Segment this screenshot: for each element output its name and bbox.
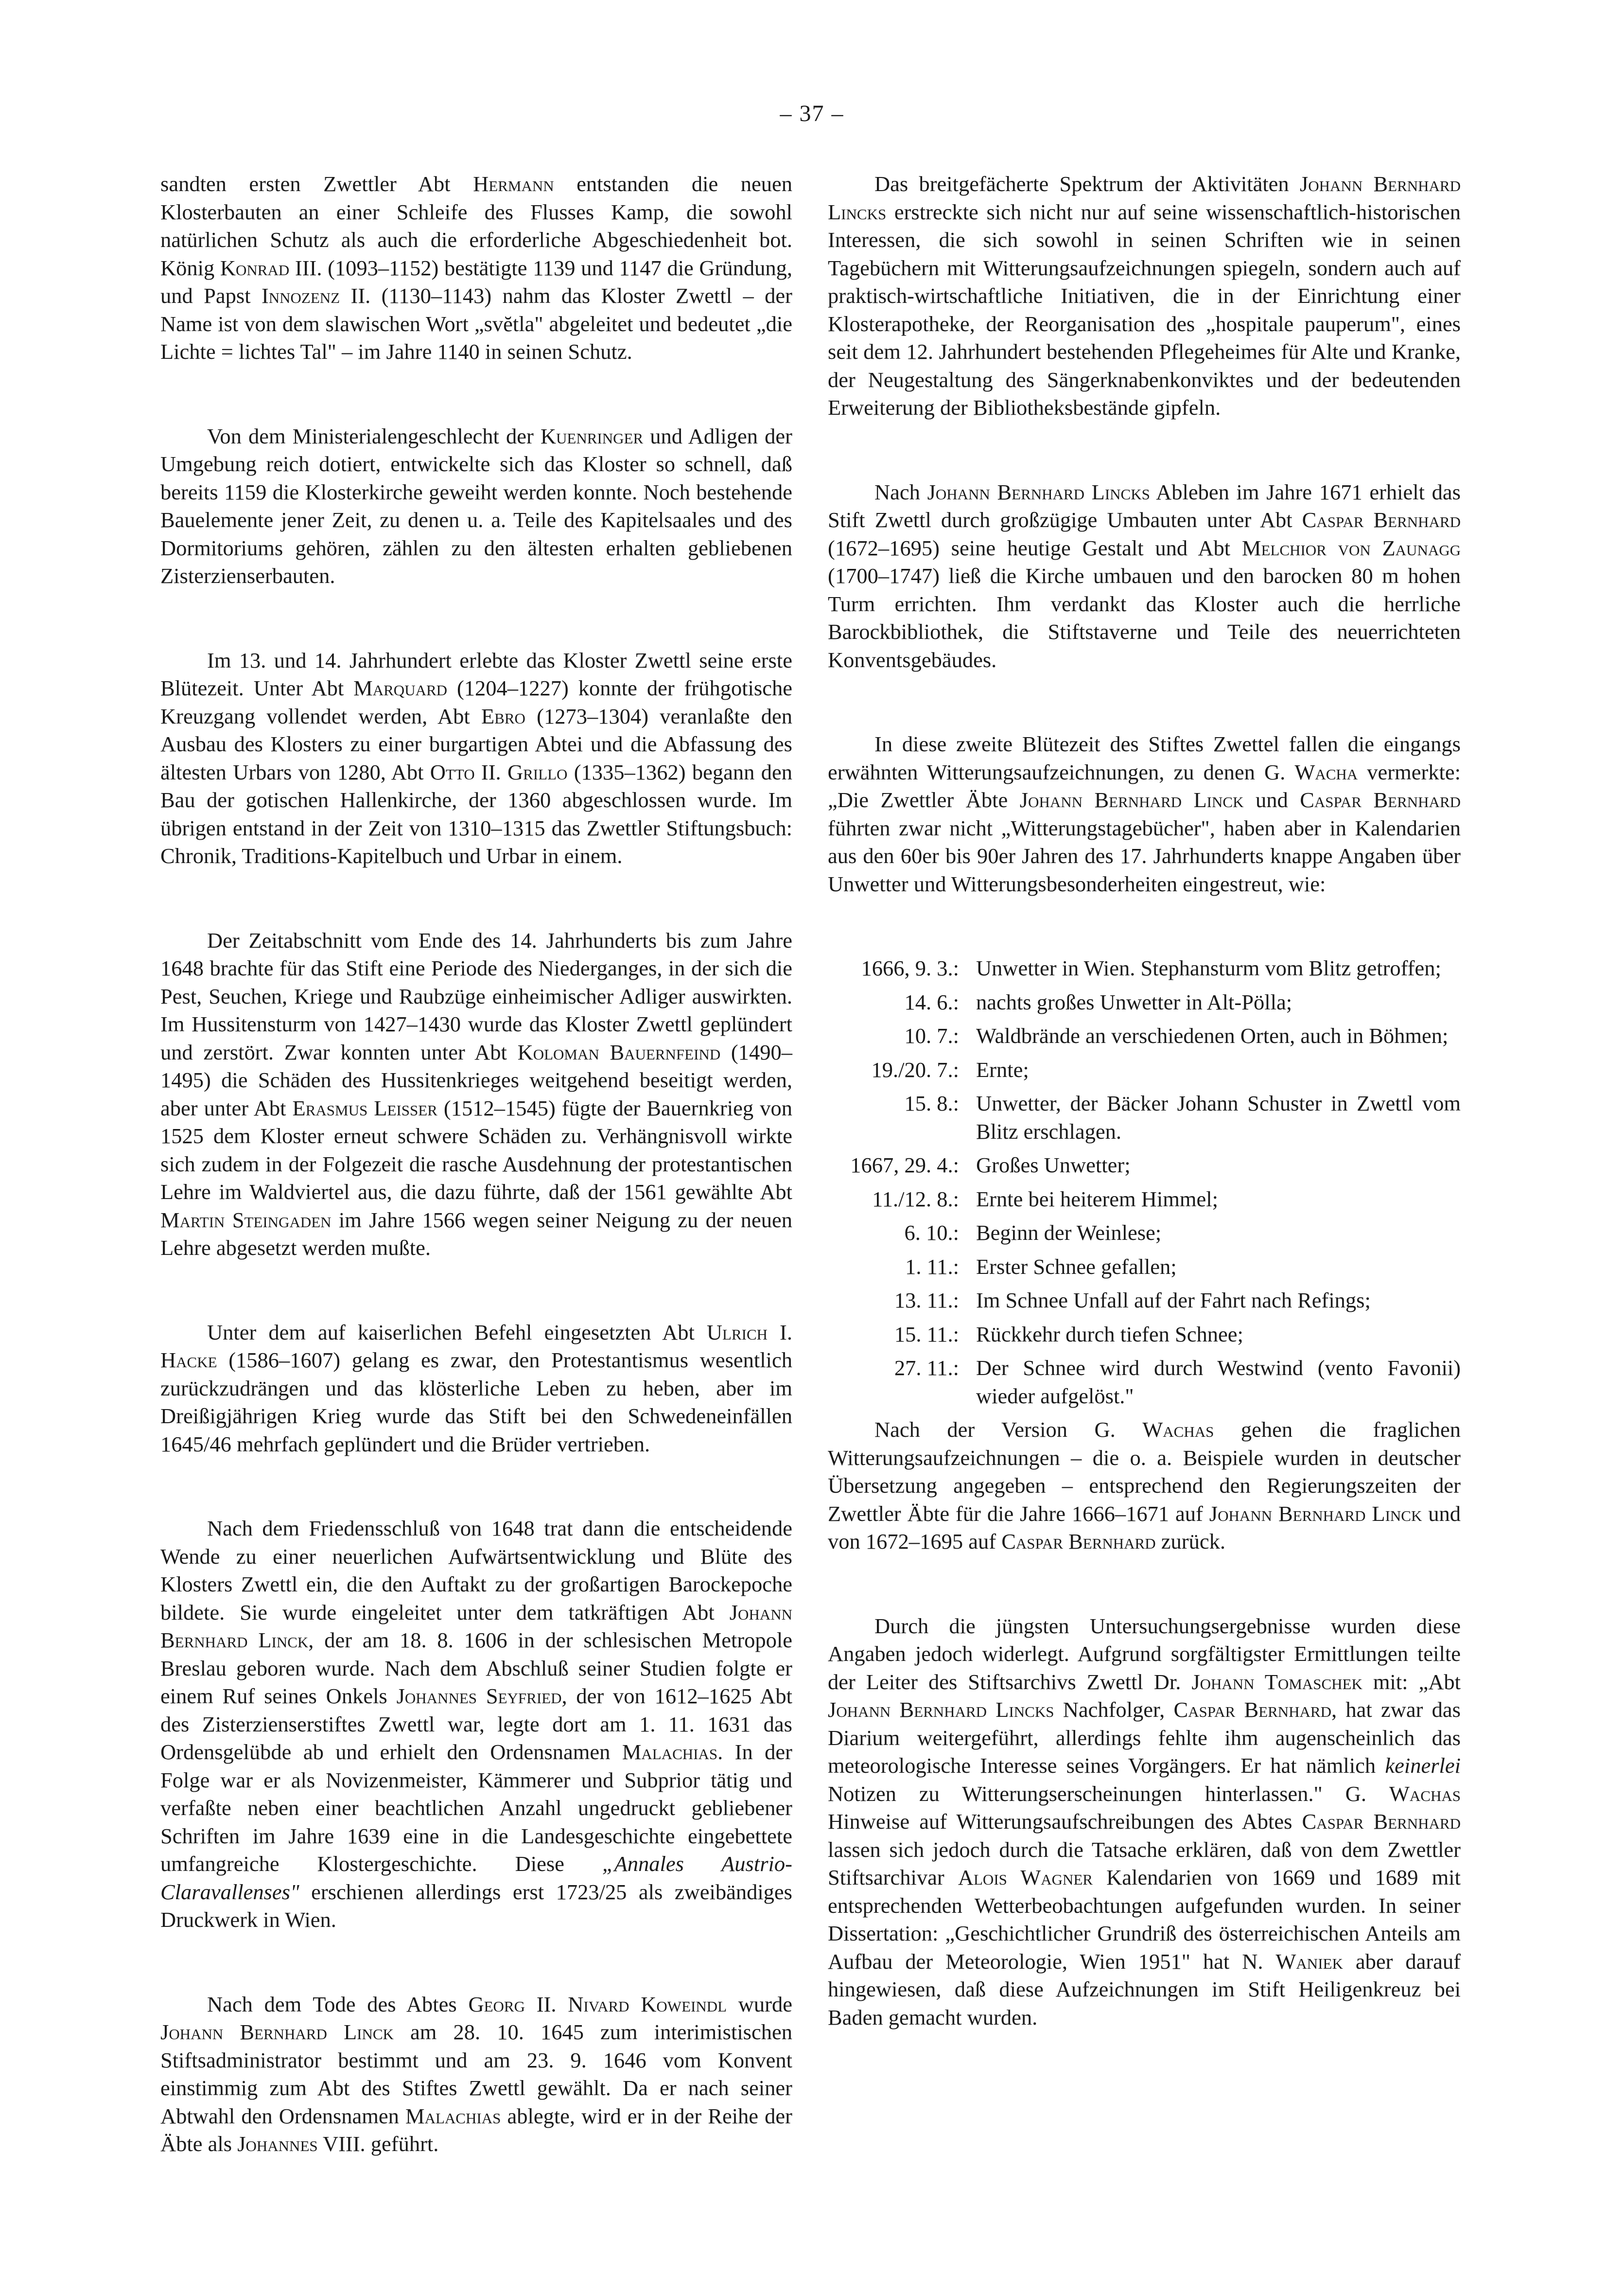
text-run: Unter dem auf kaiserlichen Befehl eingesetzten Abt bbox=[207, 1320, 707, 1344]
text-run: (1130–1143) nahm das Kloster Zwettl – der Name ist von dem slawischen Wort „svĕtla" abgeleitet und bedeutet „die Lichte = lichtes Tal" – im Jahre 1140 in seinen Schutz. bbox=[160, 283, 792, 364]
text-run: , hat zwar das Diarium weitergeführt, allerdings fehlte ihm augenscheinlich das meteorologische Interesse seines Vorgängers. Er hat nämlich bbox=[828, 1697, 1461, 1778]
text-run: (1672–1695) seine heutige Gestalt und Abt bbox=[828, 535, 1242, 560]
text-run: aber darauf hingewiesen, daß diese Aufzeichnungen im Stift Heiligenkreuz bei Baden gemacht wurden. bbox=[828, 1949, 1461, 2029]
person-name: Martin Steingaden bbox=[160, 1207, 332, 1232]
weather-record-text: Unwetter in Wien. Stephansturm vom Blitz getroffen; bbox=[976, 956, 1441, 980]
weather-record-date: 1666, 9. 3.: bbox=[861, 956, 959, 980]
weather-record-text: Großes Unwetter; bbox=[976, 1153, 1131, 1177]
person-name: Konrad III. bbox=[220, 255, 322, 280]
text-run: Durch die jüngsten Untersuchungsergebnisse wurden diese Angaben jedoch widerlegt. Aufgrund sorgfältigster Ermittlungen teilte der Leiter des Stiftsarchivs Zwettl Dr. bbox=[828, 1613, 1461, 1694]
weather-record-row bbox=[828, 1253, 1461, 1281]
text-run: Nach dem Tode des Abtes bbox=[207, 1992, 469, 2016]
weather-record-date: 15. 11.: bbox=[894, 1322, 959, 1346]
emphasis-text: keinerlei bbox=[1385, 1753, 1461, 1778]
text-run: Von dem Ministerialengeschlecht der bbox=[207, 424, 541, 448]
text-run: (1512–1545) fügte der Bauernkrieg von 1525 dem Kloster erneut schwere Schäden zu. Verhängnisvoll wirkte sich zudem in der Folgezeit die rasche Ausdehnung der protestantischen Lehre im Waldviertel aus, die dazu führte, daß der 1561 gewählte Abt bbox=[160, 1095, 792, 1204]
text-run: Nach bbox=[874, 479, 927, 504]
paragraph bbox=[160, 1515, 792, 1934]
text-run: entstanden die neuen Klosterbauten an einer Schleife des Flusses Kamp, die sowohl natürlichen Schutz als auch die erforderliche Abgeschiedenheit bot. König bbox=[160, 172, 792, 280]
person-name: Erasmus Leisser bbox=[292, 1095, 437, 1120]
person-name: Ulrich I. Hacke bbox=[160, 1320, 792, 1372]
weather-record-date: 13. 11.: bbox=[894, 1288, 959, 1312]
text-run: (1093–1152) bestätigte 1139 und 1147 die Gründung, und Papst bbox=[160, 255, 793, 308]
weather-record-text: Ernte; bbox=[976, 1057, 1029, 1082]
text-run: im Jahre 1566 wegen seiner Neigung zu der neuen Lehre abgesetzt werden mußte. bbox=[160, 1207, 792, 1260]
text-run: Im 13. und 14. Jahrhundert erlebte das Kloster Zwettl seine erste Blütezeit. Unter Abt bbox=[160, 648, 792, 700]
person-name: Wachas bbox=[1389, 1781, 1461, 1806]
weather-record-row bbox=[828, 1151, 1461, 1180]
weather-record-text: Beginn der Weinlese; bbox=[976, 1220, 1162, 1245]
person-name: Caspar Bernhard bbox=[1173, 1697, 1331, 1722]
weather-record-date: 1. 11.: bbox=[905, 1254, 959, 1279]
text-run: erschienen allerdings erst 1723/25 als zweibändiges Druckwerk in Wien. bbox=[160, 1879, 792, 1932]
person-name: Otto II. Grillo bbox=[430, 759, 568, 784]
text-run: (1490–1495) die Schäden des Hussitenkrieges weitgehend beseitigt werden, aber unter Abt bbox=[160, 1040, 793, 1120]
person-name: Caspar Bernhard bbox=[1302, 508, 1461, 532]
paragraph bbox=[160, 170, 792, 366]
weather-record-date: 15. 8.: bbox=[904, 1091, 959, 1115]
text-run: lassen sich jedoch durch die Tatsache erklären, daß von dem Zwettler Stiftsarchivar bbox=[828, 1837, 1461, 1889]
person-name: Johann Bernhard Linck bbox=[1209, 1501, 1422, 1526]
person-name: Johann Bernhard Lincks bbox=[927, 479, 1150, 504]
weather-record-date: 10. 7.: bbox=[904, 1023, 959, 1048]
weather-record-row bbox=[828, 1354, 1461, 1410]
text-run: , der von 1612–1625 Abt des Zisterzienserstiftes Zwettl war, legte dort am 1. 11. 1631 das Ordensgelübde ab und erhielt den Ordensnamen bbox=[160, 1684, 792, 1764]
text-run: zurück. bbox=[1155, 1529, 1225, 1553]
weather-record-date: 1667, 29. 4.: bbox=[850, 1153, 959, 1177]
text-run: führten zwar nicht „Witterungstagebücher", haben aber in Kalendarien aus den 60er bis 90er Jahren des 17. Jahrhunderts knappe Angaben über Unwetter und Witterungsbesonderheiten eingestreut, wie: bbox=[828, 815, 1461, 896]
person-name: Johann Bernhard Linck bbox=[160, 1600, 792, 1652]
text-run: und bbox=[1243, 788, 1300, 812]
weather-record-text: Waldbrände an verschiedenen Orten, auch in Böhmen; bbox=[976, 1023, 1449, 1048]
person-name: Johann Bernhard Lincks bbox=[828, 172, 1461, 224]
person-name: Malachias bbox=[405, 2103, 501, 2128]
text-run: mit: „Abt bbox=[1362, 1669, 1461, 1694]
weather-record-text: Ernte bei heiterem Himmel; bbox=[976, 1186, 1218, 1211]
weather-record-text: Erster Schnee gefallen; bbox=[976, 1254, 1177, 1279]
text-run: Kalendarien von 1669 und 1689 mit entsprechenden Wetterbeobachtungen aufgefunden wurden. In seiner Dissertation: „Geschichtlicher Grundriß des österreichischen Anteils am Aufbau der Meteorologie, Wien 1951" hat N. bbox=[828, 1865, 1461, 1974]
person-name: Johann Bernhard Linck bbox=[160, 2020, 394, 2044]
weather-record-text: Im Schnee Unfall auf der Fahrt nach Refings; bbox=[976, 1288, 1371, 1312]
text-run: geführt. bbox=[365, 2132, 439, 2156]
right-column bbox=[828, 170, 1461, 2031]
page-number: – 37 – bbox=[780, 101, 844, 126]
text-run: Nachfolger, bbox=[1054, 1697, 1174, 1722]
weather-record-date: 14. 6.: bbox=[904, 989, 959, 1014]
weather-record-text: Der Schnee wird durch Westwind (vento Favonii) wieder aufgelöst." bbox=[976, 1356, 1461, 1408]
person-name: Waniek bbox=[1275, 1949, 1343, 1974]
weather-record-row bbox=[828, 1056, 1461, 1084]
person-name: Malachias bbox=[622, 1740, 718, 1764]
text-run: Ableben im Jahre 1671 erhielt das Stift Zwettl durch großzügige Umbauten unter Abt bbox=[828, 479, 1461, 532]
text-run: In diese zweite Blütezeit des Stiftes Zwettel fallen die eingangs erwähnten Witterungsaufzeichnungen, zu denen G. bbox=[828, 732, 1461, 784]
person-name: Marquard bbox=[353, 676, 448, 700]
person-name: Georg II. Nivard Koweindl bbox=[468, 1992, 727, 2016]
text-run: (1586–1607) gelang es zwar, den Protestantismus wesentlich zurückzudrängen und das klösterliche Leben zu heben, aber im Dreißigjährigen Krieg wurde das Stift bei den Schwedeneinfällen 1645/46 mehrfach geplündert und die Brüder vertrieben. bbox=[160, 1348, 792, 1456]
person-name: Caspar Bernhard bbox=[1302, 1809, 1461, 1834]
paragraph bbox=[828, 730, 1461, 898]
weather-record-row bbox=[828, 988, 1461, 1017]
person-name: Hermann bbox=[473, 172, 554, 196]
person-name: Johannes VIII. bbox=[237, 2132, 366, 2156]
person-name: Innozenz II. bbox=[261, 283, 371, 308]
person-name: Wacha bbox=[1294, 759, 1358, 784]
text-run: und von 1672–1695 auf bbox=[828, 1501, 1461, 1553]
paragraph bbox=[828, 478, 1461, 674]
text-run: sandten ersten Zwettler Abt bbox=[160, 172, 473, 196]
text-run: (1335–1362) begann den Bau der gotischen Hallenkirche, der 1360 abgeschlossen wurde. Im übrigen entstand in der Zeit von 1310–1315 das Zwettler Stiftungsbuch: Chronik, Traditions-Kapitelbuch und Urbar in einem. bbox=[160, 759, 792, 868]
weather-record-row bbox=[828, 1219, 1461, 1247]
emphasis-text: „Annales Austrio-Claravallenses" bbox=[160, 1852, 792, 1904]
weather-record-list bbox=[828, 954, 1461, 1410]
text-run: . In der Folge war er als Novizenmeister, Kämmerer und Subprior tätig und verfaßte neben einer beachtlichen Anzahl ungedruckt gebliebener Schriften im Jahre 1639 eine in die Landesgeschichte eingebettete umfangreiche Klostergeschichte. Diese bbox=[160, 1740, 792, 1876]
person-name: Johannes Seyfried bbox=[396, 1684, 562, 1708]
weather-record-text: Unwetter, der Bäcker Johann Schuster in Zwettl vom Blitz erschlagen. bbox=[976, 1091, 1461, 1144]
person-name: Ebro bbox=[481, 704, 525, 728]
text-run: , der am 18. 8. 1606 in der schlesischen Metropole Breslau geboren wurde. Nach dem Abschluß seiner Studien folgte er einem Ruf seines Onkels bbox=[160, 1628, 792, 1708]
weather-record-row bbox=[828, 1185, 1461, 1214]
text-run: (1204–1227) konnte der frühgotische Kreuzgang vollendet werden, Abt bbox=[160, 676, 792, 728]
text-run: (1273–1304) veranlaßte den Ausbau des Klosters zu einer burgartigen Abtei und die Abfassung des ältesten Urbars von 1280, Abt bbox=[160, 704, 792, 784]
text-run: am 28. 10. 1645 zum interimistischen Stiftsadministrator bestimmt und am 23. 9. 1646 vom Konvent einstimmig zum Abt des Stiftes Zwettl gewählt. Da er nach seiner Abtwahl den Ordensnamen bbox=[160, 2020, 793, 2128]
text-run: (1700–1747) ließ die Kirche umbauen und den barocken 80 m hohen Turm errichten. Ihm verdankt das Kloster auch die herrliche Barockbibliothek, die Stiftstaverne und Teile des neuerrichteten Konventsgebäudes. bbox=[828, 564, 1461, 672]
person-name: Johann Bernhard Lincks bbox=[828, 1697, 1054, 1722]
person-name: Johann Tomaschek bbox=[1191, 1669, 1362, 1694]
paragraph bbox=[828, 1612, 1461, 2032]
paragraph bbox=[160, 927, 792, 1262]
person-name: Kuenringer bbox=[540, 424, 644, 448]
weather-record-text: nachts großes Unwetter in Alt-Pölla; bbox=[976, 989, 1292, 1014]
person-name: Caspar Bernhard bbox=[1300, 788, 1461, 812]
paragraph bbox=[160, 647, 792, 870]
weather-record-date: 19./20. 7.: bbox=[871, 1057, 959, 1082]
paragraph bbox=[828, 1416, 1461, 1556]
text-run: vermerkte: „Die Zwettler Äbte bbox=[828, 759, 1461, 812]
paragraph bbox=[160, 1991, 792, 2158]
text-run: Nach dem Friedensschluß von 1648 trat dann die entscheidende Wende zu einer neuerlichen Aufwärtsentwicklung und Blüte des Klosters Zwettl ein, die den Auftakt zu der großartigen Barockepoche bildete. Sie wurde eingeleitet unter dem tatkräftigen Abt bbox=[160, 1516, 792, 1624]
person-name: Melchior von Zaunagg bbox=[1241, 535, 1461, 560]
person-name: Caspar Bernhard bbox=[1001, 1529, 1156, 1553]
paragraph bbox=[160, 1319, 792, 1459]
text-run: Hinweise auf Witterungsaufschreibungen des Abtes bbox=[828, 1809, 1302, 1834]
weather-record-row bbox=[828, 1022, 1461, 1050]
text-run: Der Zeitabschnitt vom Ende des 14. Jahrhunderts bis zum Jahre 1648 brachte für das Stift eine Periode des Niederganges, in der sich die Pest, Seuchen, Kriege und Raubzüge einheimischer Adliger auswirkten. Im Hussitensturm von 1427–1430 wurde das Kloster Zwettl geplündert und zerstört. Zwar konnten unter Abt bbox=[160, 928, 792, 1064]
weather-record-date: 6. 10.: bbox=[904, 1220, 959, 1245]
weather-record-row bbox=[828, 954, 1461, 983]
weather-record-text: Rückkehr durch tiefen Schnee; bbox=[976, 1322, 1243, 1346]
weather-record-row bbox=[828, 1287, 1461, 1315]
person-name: Wachas bbox=[1142, 1417, 1214, 1442]
text-run: Das breitgefächerte Spektrum der Aktivitäten bbox=[874, 172, 1300, 196]
paragraph bbox=[160, 423, 792, 590]
text-run: ablegte, wird er in der Reihe der Äbte als bbox=[160, 2103, 792, 2156]
left-column bbox=[160, 170, 792, 2158]
text-run: und Adligen der Umgebung reich dotiert, entwickelte sich das Kloster so schnell, daß bereits 1159 die Klosterkirche geweiht werden konnte. Noch bestehende Bauelemente jener Zeit, zu denen u. a. Teile des Kapitelsaales und des Dormitoriums gehören, zählen zu den ältesten erhalten gebliebenen Zisterzienserbauten. bbox=[160, 424, 792, 588]
weather-record-date: 27. 11.: bbox=[894, 1356, 959, 1380]
text-run: gehen die fraglichen Witterungsaufzeichnungen – die o. a. Beispiele wurden in deutscher Übersetzung angegeben – entsprechend den Regierungszeiten der Zwettler Äbte für die Jahre 1666–1671 auf bbox=[828, 1417, 1461, 1526]
text-run: erstreckte sich nicht nur auf seine wissenschaftlich-historischen Interessen, die sich sowohl in seinen Schriften wie in seinen Tagebüchern mit Witterungsaufzeichnungen spiegeln, sondern auch auf praktisch-wirtschaftliche Initiativen, die in der Einrichtung einer Klosterapotheke, der Reorganisation des „hospitale pauperum", eines seit dem 12. Jahrhundert bestehenden Pflegeheimes für Alte und Kranke, der Neugestaltung des Sängerknabenkonviktes und der bedeutenden Erweiterung der Bibliotheksbestände gipfeln. bbox=[828, 199, 1461, 420]
paragraph bbox=[828, 170, 1461, 422]
person-name: Johann Bernhard Linck bbox=[1019, 788, 1244, 812]
text-run: Notizen zu Witterungserscheinungen hinterlassen." G. bbox=[828, 1781, 1389, 1806]
person-name: Koloman Bauernfeind bbox=[517, 1040, 721, 1064]
text-run: Nach der Version G. bbox=[874, 1417, 1143, 1442]
person-name: Alois Wagner bbox=[958, 1865, 1093, 1889]
weather-record-date: 11./12. 8.: bbox=[872, 1186, 959, 1211]
weather-record-row bbox=[828, 1090, 1461, 1146]
weather-record-row bbox=[828, 1321, 1461, 1349]
text-run: wurde bbox=[727, 1992, 792, 2016]
